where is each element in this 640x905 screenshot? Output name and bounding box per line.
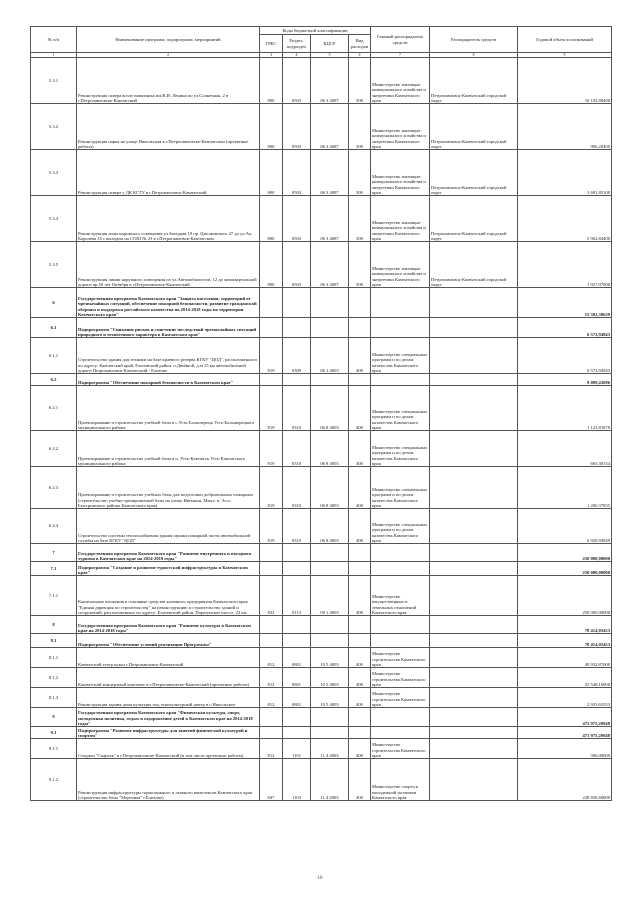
row-rs — [430, 576, 518, 616]
row-ksr: 06 3 4087 — [311, 150, 349, 196]
row-rs — [430, 288, 518, 318]
row-razdel — [283, 544, 311, 562]
row-razdel — [283, 634, 311, 648]
row-razdel: 0801 — [283, 688, 311, 708]
column-index: 3 — [260, 53, 283, 58]
row-number: 9.1.1 — [31, 739, 77, 759]
row-vr — [349, 288, 371, 318]
row-gr: Министерство жилищно-коммунального хозяйства и энергетики Камчатского края — [371, 242, 430, 288]
row-grbs — [260, 727, 283, 739]
row-name: Камчатский театр кукол г.Петропавловск-Камчатский — [77, 648, 260, 668]
row-rs — [430, 544, 518, 562]
row-vr: 400 — [349, 338, 371, 374]
row-name: Строительство здания для техники на базе краевого резерва КГКУ "ЦОД", расположенного по адресу: Камчатский край, Елизовский район, п.Двойной, д.м 15 км автомобильной дороги Петропавловск-Камчатский - Елизово — [77, 338, 260, 374]
column-index: 2 — [77, 53, 260, 58]
row-grbs: 800 — [260, 150, 283, 196]
row-vr: 400 — [349, 759, 371, 801]
row-rs — [430, 562, 518, 576]
row-number: 8.1.2 — [31, 668, 77, 688]
row-amount: 475 975,20948 — [518, 708, 612, 727]
row-vr — [349, 616, 371, 634]
row-grbs: 819 — [260, 431, 283, 467]
document-page — [30, 26, 611, 801]
row-gr — [371, 562, 430, 576]
row-ksr — [311, 727, 349, 739]
row-rs — [430, 386, 518, 431]
table-row — [31, 727, 612, 739]
row-ksr — [311, 562, 349, 576]
row-razdel: 0309 — [283, 338, 311, 374]
row-rs — [430, 616, 518, 634]
row-vr — [349, 727, 371, 739]
table-row — [31, 318, 612, 338]
row-ksr: 06 3 4087 — [311, 104, 349, 150]
row-vr — [349, 562, 371, 576]
row-vr — [349, 374, 371, 386]
row-ksr: 06 8 4003 — [311, 509, 349, 544]
row-ksr — [311, 634, 349, 648]
row-rs — [430, 634, 518, 648]
row-ksr — [311, 544, 349, 562]
table-row — [31, 616, 612, 634]
row-ksr — [311, 374, 349, 386]
row-number: 9.1 — [31, 727, 77, 739]
column-index: 7 — [371, 53, 430, 58]
row-vr: 400 — [349, 467, 371, 509]
row-amount: 250 000,00000 — [518, 544, 612, 562]
row-name: Проектирование и строительство учебной базы в п. Усть-Камчатск Усть-Камчатского муниципального района — [77, 431, 260, 467]
row-razdel — [283, 708, 311, 727]
row-razdel — [283, 562, 311, 576]
row-razdel: 0503 — [283, 104, 311, 150]
row-number: 6.2.1 — [31, 386, 77, 431]
row-name: Реконструкция парка на улице Никольская в г.Петропавловске-Камчатском (проектные работы) — [77, 104, 260, 150]
row-vr: 400 — [349, 688, 371, 708]
row-rs: Петропавловск-Камчатский городской округ — [430, 150, 518, 196]
row-number: 6.2.3 — [31, 467, 77, 509]
row-amount: 9 009,43696 — [518, 374, 612, 386]
table-row — [31, 648, 612, 668]
row-number: 9.1.2 — [31, 759, 77, 801]
row-amount: 250 000,00000 — [518, 576, 612, 616]
row-number: 7.1.1 — [31, 576, 77, 616]
row-name: Реконструкция сквера возле памятника им.В.И. Ленина по ул.Солнечная, 2 в г.Петропавловске-Камчатский — [77, 58, 260, 104]
row-amount: 15 582,38639 — [518, 288, 612, 318]
row-grbs: 819 — [260, 509, 283, 544]
row-number: 6.2.2 — [31, 431, 77, 467]
row-razdel: 0503 — [283, 196, 311, 242]
row-amount: 1 200,37835 — [518, 467, 612, 509]
row-razdel — [283, 374, 311, 386]
row-amount: 1 027,07000 — [518, 242, 612, 288]
row-amount: 6 572,94943 — [518, 318, 612, 338]
row-grbs — [260, 616, 283, 634]
row-grbs — [260, 708, 283, 727]
row-amount: 78 414,05453 — [518, 616, 612, 634]
row-number: 5.3.3 — [31, 150, 77, 196]
row-rs — [430, 318, 518, 338]
row-name: Государственная программа Камчатского края "Защита населения, территорий от чрезвычайных ситуаций, обеспечение пожарной безопасности, развитие гражданской обороны и поддержка российского казачества на 2014-2018 годы на территории Камчатского края" — [77, 288, 260, 318]
row-grbs: 819 — [260, 467, 283, 509]
row-razdel: 1101 — [283, 739, 311, 759]
row-vr: 400 — [349, 668, 371, 688]
row-name: Подпрограмма "Развитие инфраструктуры для занятий физической культурой и спортом" — [77, 727, 260, 739]
row-rs: Петропавловск-Камчатский городской округ — [430, 196, 518, 242]
row-gr: Министерство строительства Камчатского края — [371, 688, 430, 708]
row-grbs: 847 — [260, 759, 283, 801]
row-gr — [371, 616, 430, 634]
row-rs: Петропавловск-Камчатский городской округ — [430, 58, 518, 104]
row-gr — [371, 374, 430, 386]
row-ksr: 10 5 4003 — [311, 648, 349, 668]
row-razdel — [283, 727, 311, 739]
column-index: 9 — [518, 53, 612, 58]
table-row — [31, 467, 612, 509]
row-number: 7.1 — [31, 562, 77, 576]
table-row — [31, 374, 612, 386]
row-grbs: 819 — [260, 386, 283, 431]
row-gr: Министерство специальных программ и по делам казачества Камчатского края — [371, 467, 430, 509]
row-name: Государственная программа Камчатского края "Развитие культуры в Камчатском крае на 2014-2018 годы" — [77, 616, 260, 634]
row-razdel — [283, 288, 311, 318]
row-grbs — [260, 318, 283, 338]
column-index: 5 — [311, 53, 349, 58]
row-amount: 25 548,16900 — [518, 668, 612, 688]
row-ksr: 06 8 4003 — [311, 467, 349, 509]
row-grbs: 812 — [260, 739, 283, 759]
row-ksr: 06 3 4087 — [311, 58, 349, 104]
row-gr: Министерство специальных программ и по делам казачества Камчатского края — [371, 431, 430, 467]
row-name: Реконструкция здания дома культуры под этнокультурный центр в с.Никольское — [77, 688, 260, 708]
row-name: Проектирование и строительство учебных базы для подготовки добровольных пожарных (строительство учебно-тренировочной базы на улице Ивтыкин, Милл. в, Эссо Быстринского района Камчатского края) — [77, 467, 260, 509]
row-vr: 400 — [349, 739, 371, 759]
row-razdel: 0310 — [283, 431, 311, 467]
row-razdel: 0310 — [283, 467, 311, 509]
row-grbs: 800 — [260, 58, 283, 104]
row-ksr: 11 4 4003 — [311, 759, 349, 801]
row-vr — [349, 708, 371, 727]
row-vr: 500 — [349, 104, 371, 150]
row-number: 7 — [31, 544, 77, 562]
row-amount: 471 975,20948 — [518, 727, 612, 739]
row-razdel: 0503 — [283, 58, 311, 104]
row-amount: 1 123,81878 — [518, 386, 612, 431]
header-num: № п/п — [31, 27, 77, 53]
row-gr — [371, 544, 430, 562]
row-ksr: 10 5 4003 — [311, 688, 349, 708]
row-amount: 16 102,88400 — [518, 58, 612, 104]
row-number: 5.3.1 — [31, 58, 77, 104]
page-number: 10 — [317, 876, 323, 881]
row-amount: 906,20400 — [518, 104, 612, 150]
row-ksr: 11 4 4003 — [311, 739, 349, 759]
row-amount: 6 572,94943 — [518, 338, 612, 374]
row-name: Реконструкция линии наружного освещения по ул.Автомобилистов, 12 до межквартальной дороги пр.50 лет Октября в г.Петропавловск-Камчатский — [77, 242, 260, 288]
row-rs — [430, 467, 518, 509]
row-vr: 400 — [349, 648, 371, 668]
row-number: 6.1 — [31, 318, 77, 338]
table-row — [31, 242, 612, 288]
row-grbs: 822 — [260, 576, 283, 616]
row-razdel: 0801 — [283, 668, 311, 688]
row-gr — [371, 318, 430, 338]
column-index: 8 — [430, 53, 518, 58]
row-grbs — [260, 562, 283, 576]
row-number: 6.1.1 — [31, 338, 77, 374]
row-amount: 250 000,00000 — [518, 562, 612, 576]
row-grbs: 812 — [260, 648, 283, 668]
row-rs — [430, 759, 518, 801]
row-razdel: 0801 — [283, 648, 311, 668]
row-gr: Министерство строительства Камчатского края — [371, 739, 430, 759]
row-rs — [430, 727, 518, 739]
header-rs: Распорядитель средств — [430, 27, 518, 53]
table-row — [31, 288, 612, 318]
table-row — [31, 562, 612, 576]
row-rs — [430, 431, 518, 467]
row-number: 8.1.3 — [31, 688, 77, 708]
row-vr: 400 — [349, 386, 371, 431]
row-gr: Министерство жилищно-коммунального хозяйства и энергетики Камчатского края — [371, 58, 430, 104]
row-gr: Министерство имущественных и земельных отношений Камчатского края — [371, 576, 430, 616]
row-vr — [349, 634, 371, 648]
row-name: Подпрограмма "Создание и развитие туристской инфраструктуры в Камчатском крае" — [77, 562, 260, 576]
row-ksr: 10 5 4003 — [311, 668, 349, 688]
table-row — [31, 759, 612, 801]
row-razdel: 0503 — [283, 150, 311, 196]
table-row — [31, 544, 612, 562]
row-amount: 228 836,60000 — [518, 759, 612, 801]
row-ksr: 06 3 4087 — [311, 242, 349, 288]
row-amount: 2 933,65553 — [518, 688, 612, 708]
row-grbs: 800 — [260, 242, 283, 288]
row-grbs — [260, 288, 283, 318]
row-name: Проектирование и строительство учебной базы в с.Усть-Большерецк Усть-Большерецкого муниципального района — [77, 386, 260, 431]
row-number: 6 — [31, 288, 77, 318]
row-ksr: 09 1 4003 — [311, 576, 349, 616]
table-row — [31, 338, 612, 374]
row-amount: 49 932,87000 — [518, 648, 612, 668]
row-rs — [430, 688, 518, 708]
row-name: Камчатский концертный комплекс в г.Петропавловске-Камчатский (проектные работы) — [77, 668, 260, 688]
row-name: Реконструкция зоны наружного освещения ул.Звездная 19 пр. Циолковского 47 до ул.Ак. Королёва 35 с выходом на СОШ № 23 в г.Петропавловск-Камчатском — [77, 196, 260, 242]
row-razdel: 0113 — [283, 576, 311, 616]
row-name: Капитальные вложения в основные средства казенного предприятия Камчатского края "Единая дирекция по строительству" на реконструкцию и строительство зданий и сооружений, расположенных по адресу: Елизовский район, Паратунское шоссе, 23 км — [77, 576, 260, 616]
row-name: Подпрограмма "Обеспечение условий реализации Программы" — [77, 634, 260, 648]
row-amount: 3 691,85100 — [518, 150, 612, 196]
row-rs — [430, 338, 518, 374]
row-name: Стадион "Спартак" в г.Петропавловске-Камчатский (в том числе проектные работы) — [77, 739, 260, 759]
row-number: 5.3.4 — [31, 196, 77, 242]
row-vr: 400 — [349, 431, 371, 467]
row-razdel — [283, 616, 311, 634]
row-ksr — [311, 616, 349, 634]
row-rs: Петропавловск-Камчатский городской округ — [430, 242, 518, 288]
row-number: 8 — [31, 616, 77, 634]
row-gr: Министерство специальных программ и по делам казачества Камчатского края — [371, 386, 430, 431]
row-rs: Петропавловск-Камчатский городской округ — [430, 104, 518, 150]
row-number: 9 — [31, 708, 77, 727]
column-index: 6 — [349, 53, 371, 58]
table-row — [31, 431, 612, 467]
row-gr — [371, 708, 430, 727]
row-vr: 400 — [349, 576, 371, 616]
row-razdel: 1103 — [283, 759, 311, 801]
row-grbs: 800 — [260, 196, 283, 242]
row-ksr — [311, 708, 349, 727]
header-ksr: КЦСР — [311, 35, 349, 53]
row-ksr: 06 1 4003 — [311, 338, 349, 374]
header-razdel: Раздел, подраздел — [283, 35, 311, 53]
row-amount: 396,00000 — [518, 739, 612, 759]
row-grbs: 812 — [260, 688, 283, 708]
row-name: Государственная программа Камчатского края "Развитие внутреннего и въездного туризма в Камчатском крае на 2014-2019 годы" — [77, 544, 260, 562]
table-row — [31, 150, 612, 196]
row-rs — [430, 739, 518, 759]
row-amount: 665,30134 — [518, 431, 612, 467]
row-name: Реконструкция инфраструктуры горнолыжного и лыжного комплексов Камчатского края (строительство базы "Морозная" г.Елизово) — [77, 759, 260, 801]
column-index: 4 — [283, 53, 311, 58]
table-row — [31, 386, 612, 431]
row-rs — [430, 708, 518, 727]
row-number: 5.3.5 — [31, 242, 77, 288]
row-gr — [371, 634, 430, 648]
table-row — [31, 104, 612, 150]
table-row — [31, 688, 612, 708]
row-vr: 500 — [349, 242, 371, 288]
row-rs — [430, 648, 518, 668]
row-ksr — [311, 288, 349, 318]
row-vr: 500 — [349, 58, 371, 104]
row-vr — [349, 544, 371, 562]
row-amount: 5 962,84400 — [518, 196, 612, 242]
row-number: 8.1.1 — [31, 648, 77, 668]
row-gr — [371, 288, 430, 318]
row-grbs — [260, 634, 283, 648]
header-amount: Годовой объем ассигнований — [518, 27, 612, 53]
row-gr: Министерство спорта и молодежной политики Камчатского края — [371, 759, 430, 801]
table-row — [31, 634, 612, 648]
row-gr — [371, 727, 430, 739]
table-row — [31, 509, 612, 544]
row-vr: 500 — [349, 150, 371, 196]
row-gr: Министерство специальных программ и по делам казачества Камчатского края — [371, 338, 430, 374]
header-grbs: ГРБС — [260, 35, 283, 53]
row-grbs — [260, 374, 283, 386]
row-grbs: 800 — [260, 104, 283, 150]
header-vr: Вид расходов — [349, 35, 371, 53]
row-ksr: 06 8 4003 — [311, 386, 349, 431]
row-razdel — [283, 318, 311, 338]
table-row — [31, 708, 612, 727]
row-razdel: 0503 — [283, 242, 311, 288]
row-vr: 500 — [349, 196, 371, 242]
table-row — [31, 739, 612, 759]
table-row — [31, 668, 612, 688]
row-gr: Министерство жилищно-коммунального хозяйства и энергетики Камчатского края — [371, 150, 430, 196]
row-amount: 78 414,05453 — [518, 634, 612, 648]
row-name: Реконструкция сквера у ДК КГТУ в г.Петропавловск-Камчатский — [77, 150, 260, 196]
table-body — [31, 58, 612, 801]
row-number: 6.2 — [31, 374, 77, 386]
row-gr: Министерство строительства Камчатского края — [371, 668, 430, 688]
row-rs — [430, 374, 518, 386]
header-gr: Главный распорядитель средств — [371, 27, 430, 53]
row-razdel: 0310 — [283, 386, 311, 431]
row-ksr: 06 8 4003 — [311, 431, 349, 467]
row-ksr: 06 3 4087 — [311, 196, 349, 242]
header-kbk: Коды бюджетной классификации — [260, 27, 371, 35]
row-grbs: 819 — [260, 338, 283, 374]
row-grbs: 812 — [260, 668, 283, 688]
table-row — [31, 58, 612, 104]
row-number: 5.3.2 — [31, 104, 77, 150]
row-name: Подпрограмма "Обеспечение пожарной безопасности в Камчатском крае" — [77, 374, 260, 386]
row-gr: Министерство жилищно-коммунального хозяйства и энергетики Камчатского края — [371, 196, 430, 242]
row-rs — [430, 668, 518, 688]
row-name: Государственная программа Камчатского края "Физическая культура, спорт, молодежная политика, отдых и оздоровление детей в Камчатском крае на 2014-2018 годы" — [77, 708, 260, 727]
row-gr: Министерство жилищно-коммунального хозяйства и энергетики Камчатского края — [371, 104, 430, 150]
column-index: 1 — [31, 53, 77, 58]
row-number: 8.1 — [31, 634, 77, 648]
row-ksr — [311, 318, 349, 338]
row-gr: Министерство строительства Камчатского края — [371, 648, 430, 668]
table-row — [31, 196, 612, 242]
row-rs — [430, 509, 518, 544]
row-grbs — [260, 544, 283, 562]
row-vr: 400 — [349, 509, 371, 544]
row-name: Строительство системы теплоснабжения здания гаража пожарной части автомобильной службы на базе КГКУ "ЦОД" — [77, 509, 260, 544]
row-amount: 6 020,93849 — [518, 509, 612, 544]
row-name: Подпрограмма "Снижение рисков и смягчение последствий чрезвычайных ситуаций природного и техногенного характера в Камчатском крае" — [77, 318, 260, 338]
table-row — [31, 576, 612, 616]
row-vr — [349, 318, 371, 338]
row-number: 6.2.4 — [31, 509, 77, 544]
row-gr: Министерство специальных программ и по делам казачества Камчатского края — [371, 509, 430, 544]
header-name: Наименование программ, подпрограмм, мероприятий — [77, 27, 260, 53]
row-razdel: 0310 — [283, 509, 311, 544]
budget-table — [30, 26, 612, 801]
